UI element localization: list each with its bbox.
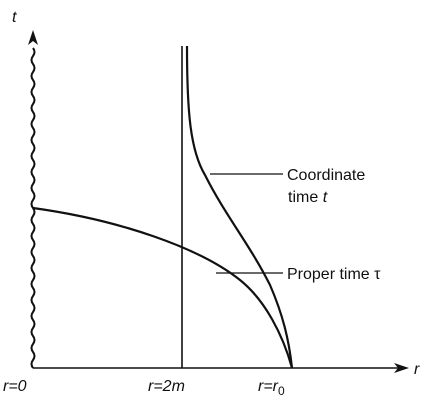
coordinate-time-label-line2: time t: [288, 189, 328, 206]
t-axis-arrowhead: [28, 30, 38, 45]
r-horizon-label: r=2m: [148, 378, 185, 395]
r-start-label: $r=r_0$: [258, 378, 285, 398]
t-axis-label: t: [12, 9, 17, 26]
r-axis-label: r: [414, 361, 420, 378]
proper-time-curve: [33, 208, 292, 368]
proper-time-label: Proper time τ: [287, 266, 381, 283]
coordinate-time-curve: [187, 46, 292, 368]
r-zero-label: r=0: [3, 378, 27, 395]
coordinate-time-label-line1: Coordinate: [287, 167, 366, 184]
